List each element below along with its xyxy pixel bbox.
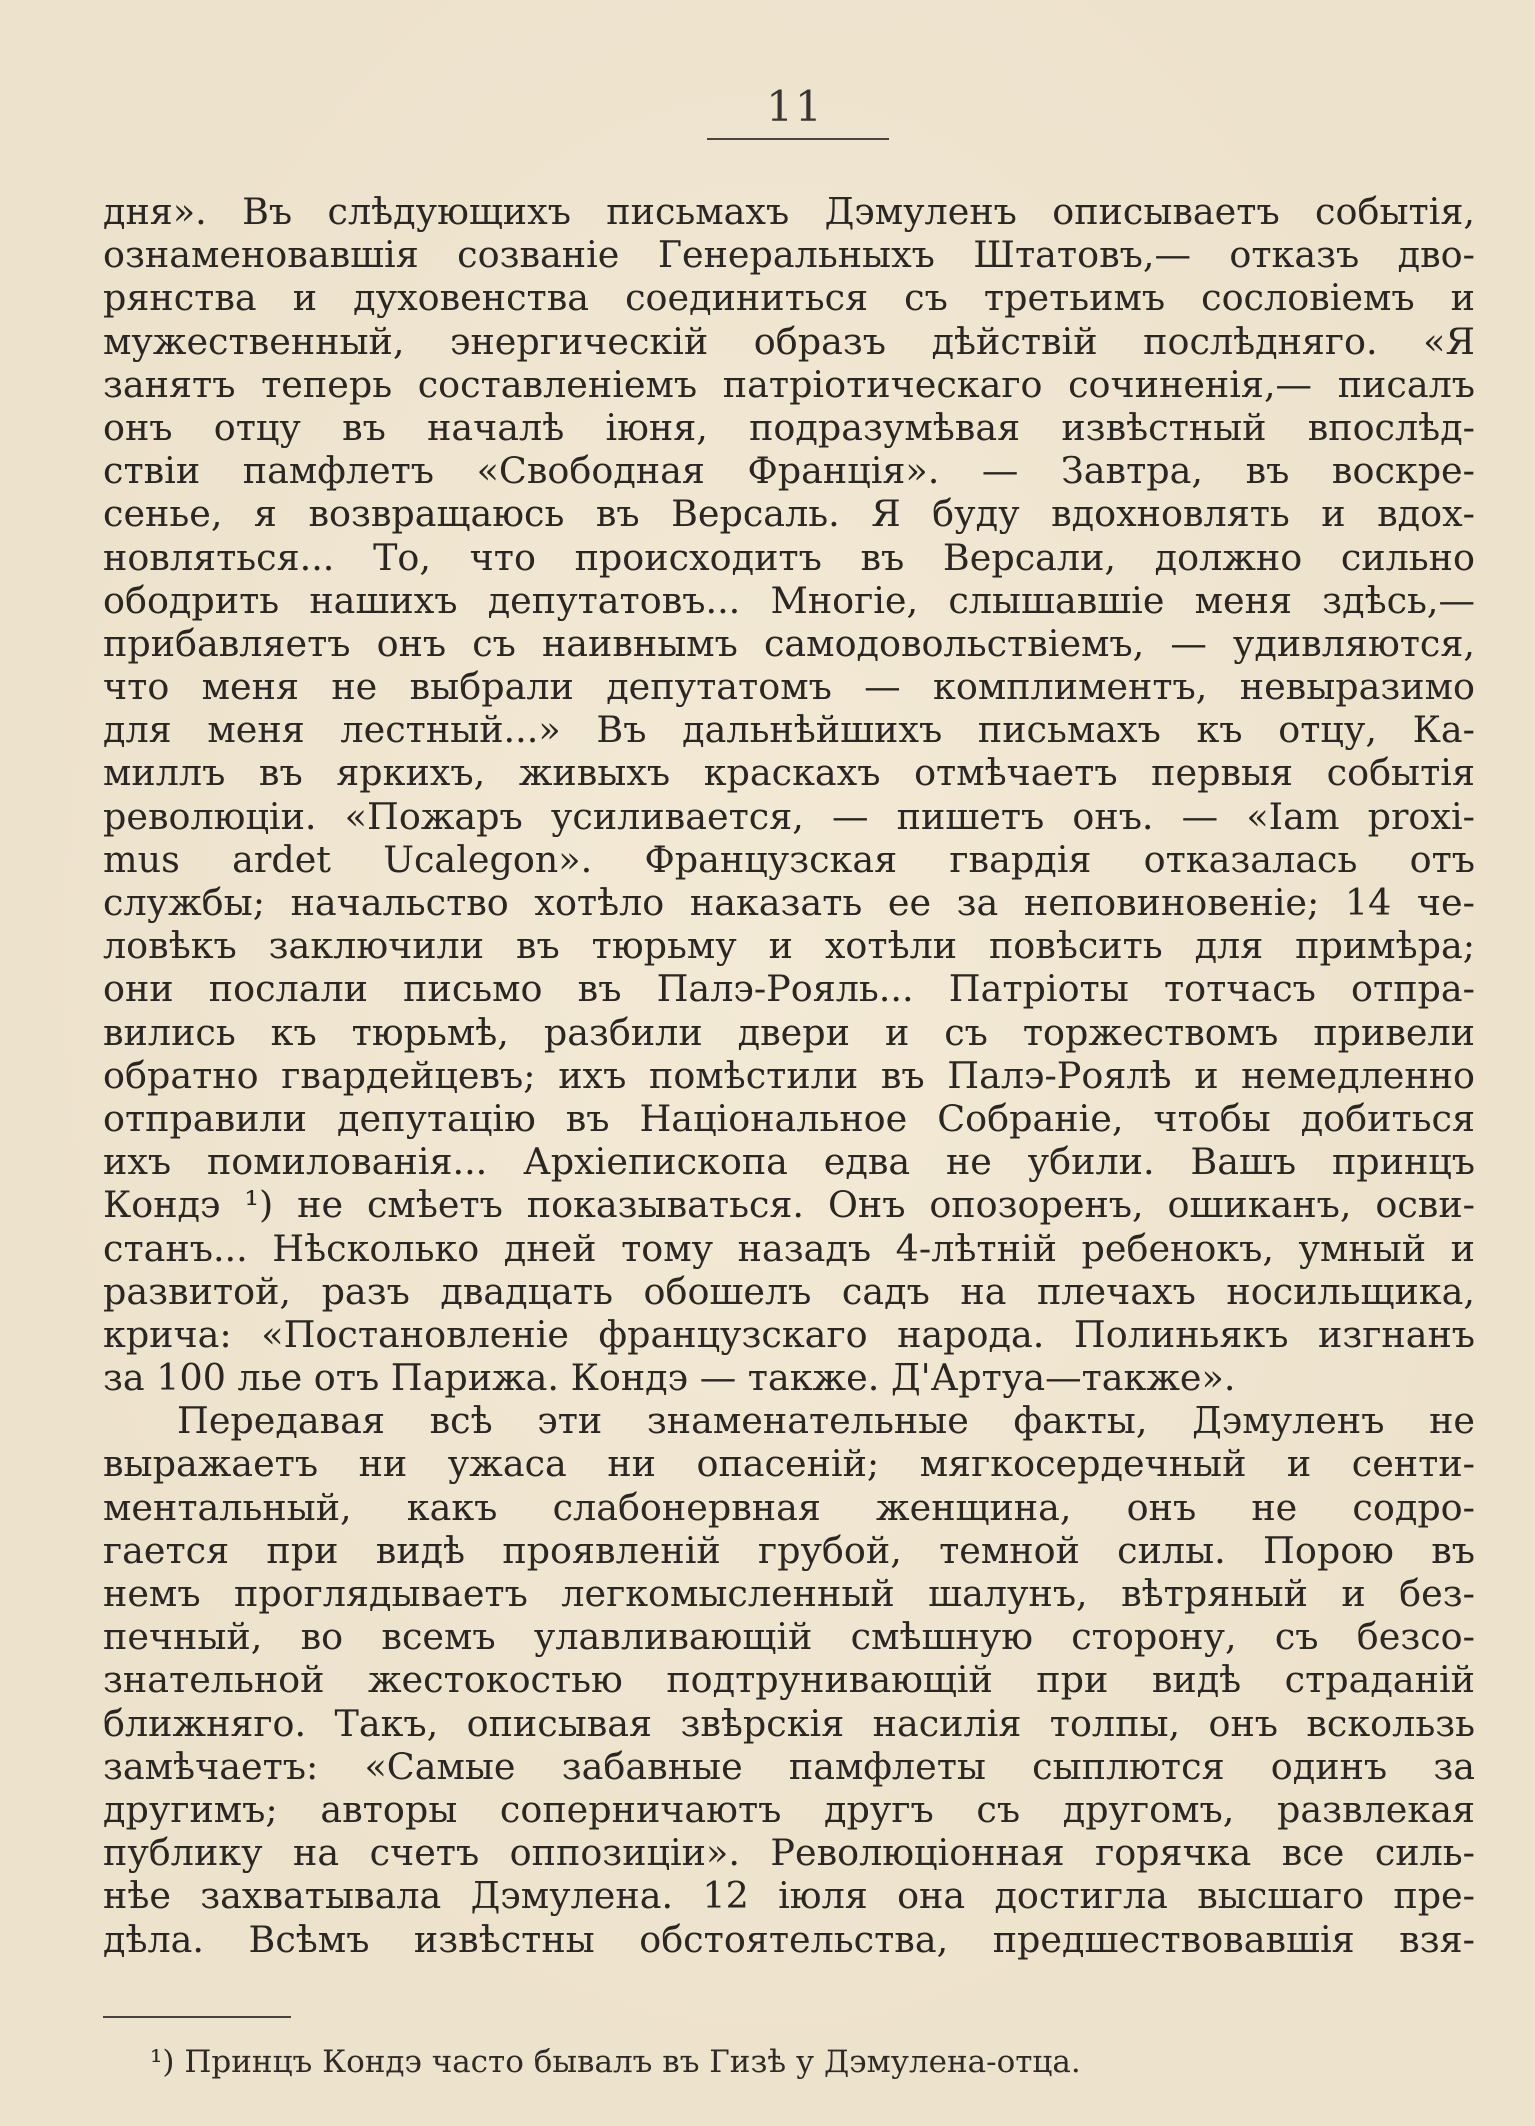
text-line: дѣла. Всѣмъ извѣстны обстоятельства, предшествовавшія взя- bbox=[103, 1917, 1475, 1961]
text-line: выражаетъ ни ужаса ни опасеній; мягкосердечный и сенти- bbox=[103, 1442, 1475, 1486]
text-line: ментальный, какъ слабонервная женщина, онъ не содро- bbox=[103, 1485, 1475, 1529]
text-line: немъ проглядываетъ легкомысленный шалунъ, вѣтряный и без- bbox=[103, 1572, 1475, 1615]
text-line: замѣчаетъ: «Самые забавные памфлеты сыплются одинъ за bbox=[103, 1744, 1475, 1788]
text-line: что меня не выбрали депутатомъ — комплиментъ, невыразимо bbox=[103, 665, 1475, 709]
text-line: Кондэ ¹) не смѣетъ показываться. Онъ опозоренъ, ошиканъ, осви- bbox=[103, 1183, 1475, 1227]
text-line: занятъ теперь составленіемъ патріотическаго сочиненія,— писалъ bbox=[103, 362, 1475, 406]
text-line: службы; начальство хотѣло наказать ее за неповиновеніе; 14 че- bbox=[103, 881, 1475, 924]
text-line: для меня лестный...» Въ дальнѣйшихъ письмахъ къ отцу, Ка- bbox=[103, 708, 1475, 752]
text-line: дня». Въ слѣдующихъ письмахъ Дэмуленъ описываетъ событія, bbox=[103, 190, 1475, 233]
text-line: mus ardet Ucalegon». Французская гвардія отказалась отъ bbox=[103, 837, 1475, 881]
text-line: ствіи памфлетъ «Свободная Франція». — Завтра, въ воскре- bbox=[103, 449, 1475, 493]
text-line: станъ... Нѣсколько дней тому назадъ 4-лѣтній ребенокъ, умный и bbox=[103, 1226, 1475, 1270]
text-line: мужественный, энергическій образъ дѣйствій послѣдняго. «Я bbox=[103, 319, 1475, 363]
footnote: ¹) Принцъ Кондэ часто бывалъ въ Гизѣ у Дэмулена-отца. bbox=[150, 2044, 1081, 2080]
text-line: рянства и духовенства соединиться съ третьимъ сословіемъ и bbox=[103, 276, 1475, 320]
text-line: онъ отцу въ началѣ іюня, подразумѣвая извѣстный впослѣд- bbox=[103, 405, 1475, 449]
text-line: обратно гвардейцевъ; ихъ помѣстили въ Палэ-Роялѣ и немедленно bbox=[103, 1053, 1475, 1097]
page-number: 11 bbox=[766, 82, 824, 131]
text-line: нѣе захватывала Дэмулена. 12 іюля она достигла высшаго пре- bbox=[103, 1874, 1475, 1918]
text-line: сенье, я возвращаюсь въ Версаль. Я буду вдохновлять и вдох- bbox=[103, 492, 1475, 536]
text-line: вились къ тюрьмѣ, разбили двери и съ торжествомъ привели bbox=[103, 1010, 1475, 1054]
text-line: ихъ помилованія... Архіепископа едва не убили. Вашъ принцъ bbox=[103, 1140, 1475, 1184]
text-line: другимъ; авторы соперничаютъ другъ съ другомъ, развлекая bbox=[103, 1787, 1475, 1831]
body-text bbox=[103, 190, 1475, 1961]
text-line: ближняго. Такъ, описывая звѣрскія насилія толпы, онъ вскользь bbox=[103, 1701, 1475, 1745]
text-line: ободрить нашихъ депутатовъ... Многіе, слышавшіе меня здѣсь,— bbox=[103, 578, 1475, 622]
text-line: публику на счетъ оппозиціи». Революціонная горячка все силь- bbox=[103, 1831, 1475, 1875]
text-line: печный, во всемъ улавливающій смѣшную сторону, съ безсо- bbox=[103, 1615, 1475, 1659]
text-line: развитой, разъ двадцать обошелъ садъ на плечахъ носильщика, bbox=[103, 1269, 1475, 1313]
text-line: отправили депутацію въ Національное Собраніе, чтобы добиться bbox=[103, 1096, 1475, 1140]
text-line: знательной жестокостью подтрунивающій при видѣ страданій bbox=[103, 1658, 1475, 1702]
text-line: новляться... То, что происходитъ въ Версали, должно сильно bbox=[103, 535, 1475, 579]
text-line: миллъ въ яркихъ, живыхъ краскахъ отмѣчаетъ первыя событія bbox=[103, 751, 1475, 795]
footnote-rule bbox=[103, 2016, 291, 2018]
paragraph-end-line: за 100 лье отъ Парижа. Кондэ — также. Д'Артуа—также». bbox=[103, 1356, 1236, 1400]
text-line: ловѣкъ заключили въ тюрьму и хотѣли повѣсить для примѣра; bbox=[103, 924, 1475, 968]
text-line: гается при видѣ проявленій грубой, темной силы. Порою въ bbox=[103, 1528, 1475, 1572]
text-line: революціи. «Пожаръ усиливается, — пишетъ онъ. — «Iam proxi- bbox=[103, 794, 1475, 838]
text-line: они послали письмо въ Палэ-Рояль... Патріоты тотчасъ отпра- bbox=[103, 967, 1475, 1011]
text-line: ознаменовавшія созваніе Генеральныхъ Штатовъ,— отказъ дво- bbox=[103, 233, 1475, 277]
header-rule bbox=[707, 138, 889, 140]
paragraph-start-line: Передавая всѣ эти знаменательные факты, Дэмуленъ не bbox=[177, 1399, 1475, 1443]
text-line: крича: «Постановленіе французскаго народа. Полиньякъ изгнанъ bbox=[103, 1312, 1475, 1356]
text-line: прибавляетъ онъ съ наивнымъ самодовольствіемъ, — удивляются, bbox=[103, 621, 1475, 665]
